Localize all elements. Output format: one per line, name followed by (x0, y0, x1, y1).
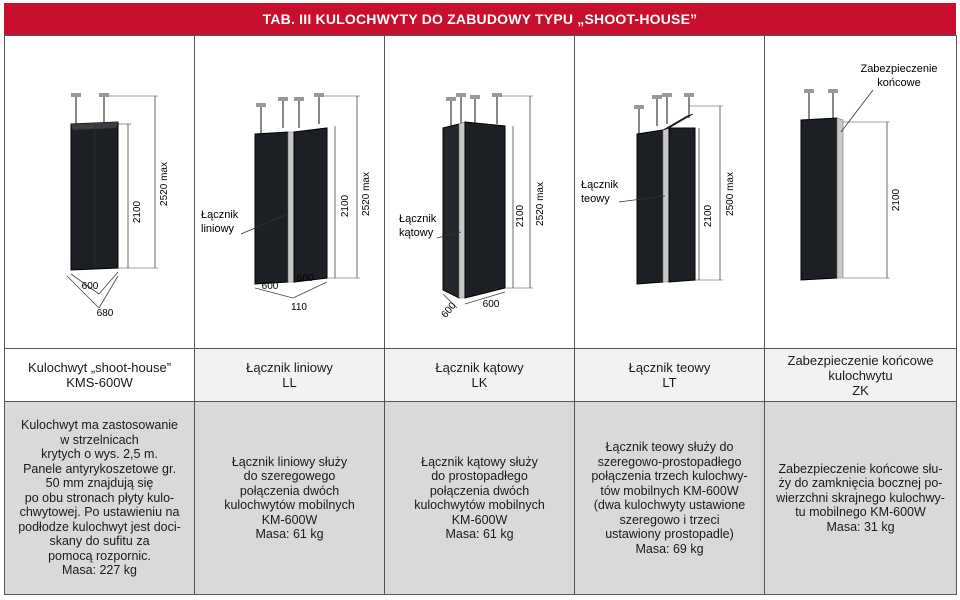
desc-cell-ll: Łącznik liniowy służy do szeregowego połączenia dwóch kulochwytów mobilnych KM-600W Masa: 61 kg (195, 402, 385, 595)
name-cell-kms: Kulochwyt „shoot-house” KMS-600W (5, 349, 195, 402)
svg-text:600: 600 (261, 281, 279, 292)
name-cell-ll: Łącznik liniowy LL (195, 349, 385, 402)
desc-cell-lk: Łącznik kątowy służy do prostopadłego połączenia dwóch kulochwytów mobilnych KM-600W Masa: 61 kg (385, 402, 575, 595)
name-cell-zk: Zabezpieczenie końcowe kulochwytu ZK (765, 349, 957, 402)
name-cell-lt: Łącznik teowy LT (575, 349, 765, 402)
height-label: 2100 (132, 200, 143, 224)
image-cell-lt (575, 36, 765, 349)
svg-text:2100: 2100 (340, 194, 351, 218)
desc-cell-lt: Łącznik teowy służy do szeregowo-prostopadłego połączenia trzech kulochwy- tów mobilnych KM-600W (dwa kulochwyty ustawione szeregowo i trzeci ustawiony prostopadle) Masa: 69 kg (575, 402, 765, 595)
svg-text:kątowy: kątowy (399, 227, 434, 239)
svg-text:liniowy: liniowy (201, 223, 235, 235)
product-table-page (1, 0, 959, 598)
svg-text:2100: 2100 (891, 188, 902, 212)
svg-text:2100: 2100 (515, 204, 526, 228)
lk-drawing (385, 36, 573, 348)
max-height-label: 2520 max (159, 162, 170, 206)
image-cell-kms (5, 36, 195, 349)
svg-text:2520 max: 2520 max (535, 182, 546, 226)
image-cell-zk (765, 36, 957, 349)
description-row (5, 402, 957, 595)
table-title: TAB. III KULOCHWYTY DO ZABUDOWY TYPU „SHOOT-HOUSE” (4, 3, 956, 35)
svg-text:2520 max: 2520 max (361, 172, 372, 216)
svg-text:2500 max: 2500 max (725, 172, 736, 216)
desc-cell-kms: Kulochwyt ma zastosowanie w strzelnicach krytych o wys. 2,5 m. Panele antyrykoszetowe gr. 50 mm znajdują się po obu stronach płyty kulo- chwytowej. Po ustawieniu na podłodze kulochwyt jest doci- skany do sufitu za pomocą rozpornic. Masa: 227 kg (5, 402, 195, 595)
svg-text:600: 600 (482, 299, 500, 310)
width-label-1: 600 (81, 281, 99, 292)
product-table (4, 35, 957, 595)
ll-drawing (195, 36, 383, 348)
svg-text:600: 600 (296, 273, 314, 284)
name-row (5, 349, 957, 402)
image-row (5, 36, 957, 349)
svg-text:Zabezpieczenie: Zabezpieczenie (860, 63, 938, 75)
svg-text:2100: 2100 (703, 204, 714, 228)
image-cell-lk (385, 36, 575, 349)
width-label-2: 680 (96, 308, 114, 319)
kms-600w-drawing (5, 36, 193, 348)
svg-text:teowy: teowy (581, 193, 610, 205)
desc-cell-zk: Zabezpieczenie końcowe słu- ży do zamknięcia bocznej po- wierzchni skrajnego kulochwy- tu mobilnego KM-600W Masa: 31 kg (765, 402, 957, 595)
zk-drawing (765, 36, 955, 348)
lt-drawing (575, 36, 763, 348)
svg-text:Łącznik: Łącznik (399, 213, 437, 225)
connector-shape (288, 132, 294, 282)
callout-label: Łącznik (201, 209, 239, 221)
svg-text:600: 600 (439, 300, 459, 321)
name-cell-lk: Łącznik kątowy LK (385, 349, 575, 402)
image-cell-ll (195, 36, 385, 349)
svg-text:110: 110 (291, 302, 307, 313)
svg-text:końcowe: końcowe (877, 77, 921, 89)
svg-text:Łącznik: Łącznik (581, 179, 619, 191)
